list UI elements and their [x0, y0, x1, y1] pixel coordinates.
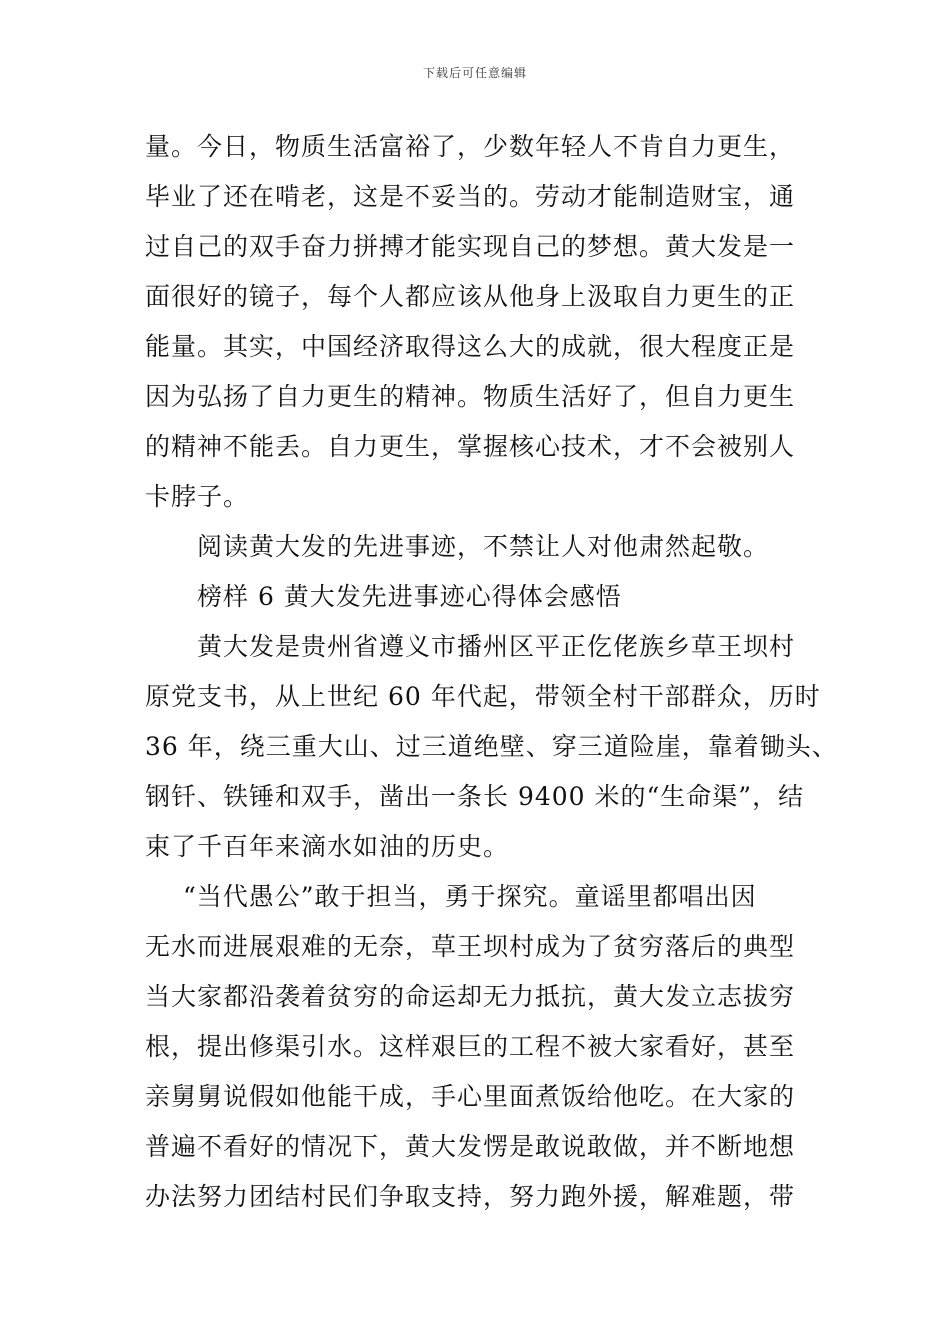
text-line: 的精神不能丢。自力更生，掌握核心技术，才不会被别人 — [145, 432, 796, 461]
text-line: 面很好的镜子，每个人都应该从他身上汲取自力更生的正 — [145, 282, 796, 311]
text-line: 黄大发是贵州省遵义市播州区平正仡佬族乡草王坝村 — [197, 632, 796, 661]
text-line: 卡脖子。 — [145, 482, 250, 511]
text-line: 36 年，绕三重大山、过三道绝壁、穿三道险崖，靠着锄头、 — [145, 732, 838, 761]
text-line: 普遍不看好的情况下，黄大发愣是敢说敢做，并不断地想 — [145, 1132, 796, 1161]
text-line: 原党支书，从上世纪 60 年代起，带领全村干部群众，历时 — [145, 682, 821, 711]
text-line: 当大家都沿袭着贫穷的命运却无力抵抗，黄大发立志拔穷 — [145, 982, 796, 1011]
section-heading: 榜样 6 黄大发先进事迹心得体会感悟 — [197, 582, 622, 611]
text-line: “当代愚公”敢于担当，勇于探究。童谣里都唱出因 — [183, 882, 757, 911]
text-line: 无水而进展艰难的无奈，草王坝村成为了贫穷落后的典型 — [145, 932, 796, 961]
text-line: 亲舅舅说假如他能干成，手心里面煮饭给他吃。在大家的 — [145, 1082, 796, 1111]
text-line: 过自己的双手奋力拼搏才能实现自己的梦想。黄大发是一 — [145, 232, 796, 261]
text-line: 毕业了还在啃老，这是不妥当的。劳动才能制造财宝，通 — [145, 182, 796, 211]
text-line: 束了千百年来滴水如油的历史。 — [145, 832, 510, 861]
text-line: 因为弘扬了自力更生的精神。物质生活好了，但自力更生 — [145, 382, 796, 411]
text-line: 钢钎、铁锤和双手，凿出一条长 9400 米的“生命渠”，结 — [145, 782, 805, 811]
page-header: 下载后可任意编辑 — [422, 66, 527, 80]
text-line: 根，提出修渠引水。这样艰巨的工程不被大家看好，甚至 — [145, 1032, 796, 1061]
text-line: 阅读黄大发的先进事迹，不禁让人对他肃然起敬。 — [197, 532, 770, 561]
text-line: 办法努力团结村民们争取支持，努力跑外援，解难题，带 — [145, 1182, 796, 1211]
text-line: 能量。其实，中国经济取得这么大的成就，很大程度正是 — [145, 332, 796, 361]
text-line: 量。今日，物质生活富裕了，少数年轻人不肯自力更生， — [145, 132, 796, 161]
